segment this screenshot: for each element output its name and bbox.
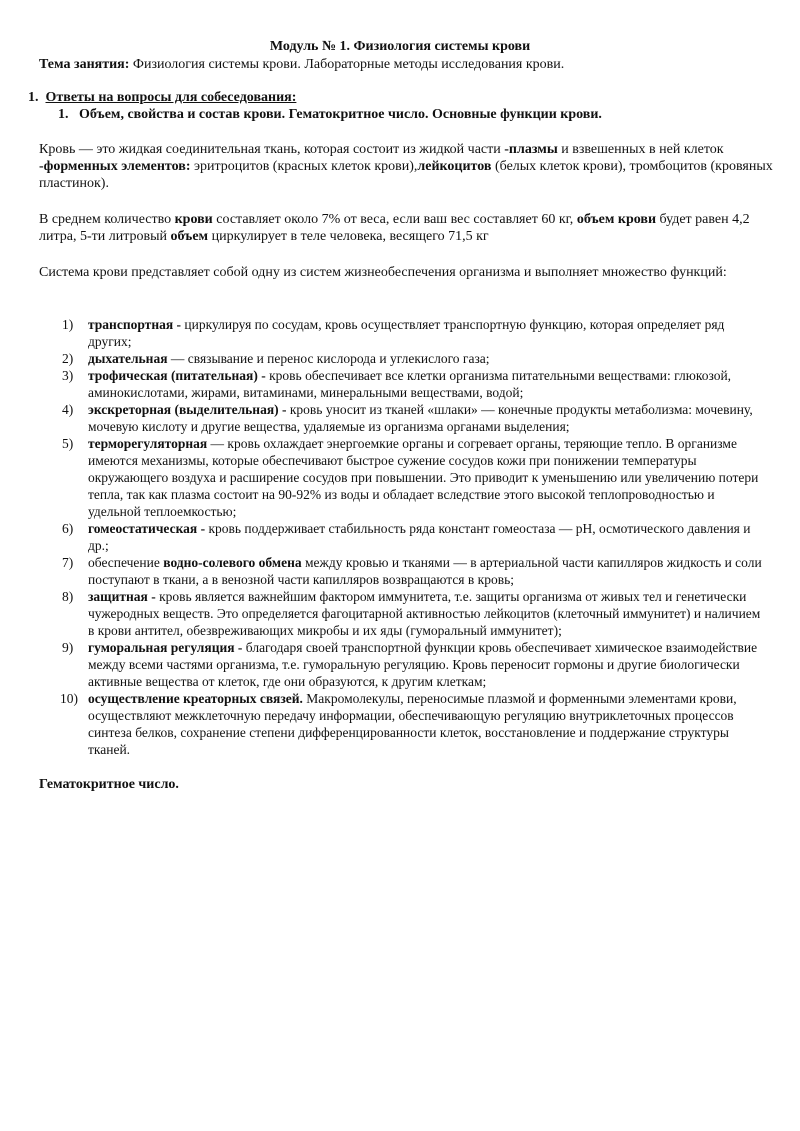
- paragraph-bold: объем: [170, 229, 209, 244]
- paragraph-bold: объем крови: [576, 212, 657, 227]
- paragraph-text: составляет около 7% от веса, если ваш вес составляет 60 кг,: [212, 212, 577, 227]
- list-item: [62, 588, 768, 639]
- list-item: [62, 367, 768, 401]
- paragraph-text: (белых клеток крови), тромбоцитов (кровяных пластинок).: [39, 159, 773, 191]
- list-item-term: транспортная -: [88, 317, 182, 332]
- list-item-term: дыхательная: [88, 351, 168, 366]
- paragraph-bold: -плазмы: [504, 142, 558, 157]
- paragraph-bold: крови: [174, 212, 213, 227]
- lesson-topic-text: Физиология системы крови. Лабораторные методы исследования крови.: [129, 57, 565, 72]
- list-item: [62, 435, 768, 520]
- list-item-number: 4): [62, 402, 74, 417]
- paragraph-text: В среднем количество: [39, 212, 175, 227]
- list-item: [62, 520, 768, 554]
- list-item-term: водно-солевого обмена: [163, 555, 302, 570]
- section-heading: [28, 89, 778, 106]
- list-item-number: 9): [62, 640, 74, 655]
- list-item-number: 7): [62, 555, 74, 570]
- hematocrit-heading: Гематокритное число.: [39, 777, 179, 792]
- paragraph-blood-volume: [39, 211, 774, 245]
- paragraph-text: и взвешенных в ней клеток: [557, 142, 724, 157]
- list-item-number: 2): [62, 351, 74, 366]
- document-title: Модуль № 1. Физиология системы крови: [269, 39, 531, 54]
- paragraph-text: циркулирует в теле человека, весящего 71,5 кг: [208, 229, 489, 244]
- list-item-term: осуществление креаторных связей.: [88, 691, 303, 706]
- subsection-title: Объем, свойства и состав крови. Гематокритное число. Основные функции крови.: [79, 107, 602, 122]
- functions-list: [0, 316, 800, 758]
- list-item: [62, 639, 768, 690]
- lesson-topic: [39, 56, 779, 74]
- list-item-text: кровь обеспечивает все клетки организма питательными веществами: глюкозой, аминокислотами, жирами, витаминами, минеральными веществами, водой;: [88, 368, 732, 400]
- list-item: [62, 554, 768, 588]
- list-item-term: гуморальная регуляция -: [88, 640, 243, 655]
- list-item-number: 3): [62, 368, 74, 383]
- list-item-term: защитная -: [88, 589, 156, 604]
- list-item-number: 10): [60, 691, 78, 706]
- subsection-number: 1.: [58, 107, 69, 122]
- paragraph-blood-system: Система крови представляет собой одну из систем жизнеобеспечения организма и выполняет множество функций:: [39, 265, 727, 280]
- list-item-text: кровь уносит из тканей «шлаки» — конечные продукты метаболизма: мочевину, мочевую кислоту и другие вещества, удаляемые из организма органами выделения;: [88, 402, 753, 434]
- list-item: [62, 316, 768, 350]
- list-item-number: 5): [62, 436, 74, 451]
- list-item-term: терморегуляторная: [88, 436, 208, 451]
- list-item-text: благодаря своей транспортной функции кровь обеспечивает химическое взаимодействие между всеми частями организма, т.е. гуморальную регуляцию. Кровь переносит гормоны и другие биологически активные вещества от клеток, где они образуются, к другим клеткам;: [88, 640, 758, 689]
- list-item-text: циркулируя по сосудам, кровь осуществляет транспортную функцию, которая определяет ряд других;: [88, 317, 725, 349]
- list-item-text: — кровь охлаждает энергоемкие органы и согревает органы, теряющие тепло. В организме имеются механизмы, которые обеспечивают быстрое сужение сосудов кожи при понижении температуры окружающего воздуха и расширение сосудов при повышении. Это приводит к уменьшению или увеличению потери тепла, так как плазма состоит на 90-92% из воды и обладает вследствие этого высокой теплопроводностью и удельной теплоемкостью;: [88, 436, 759, 519]
- list-item-prefix: обеспечение: [88, 555, 164, 570]
- paragraph-bold: лейкоцитов: [417, 159, 492, 174]
- list-item-number: 8): [62, 589, 74, 604]
- paragraph-bold: -форменных элементов:: [39, 159, 191, 174]
- paragraph-text: эритроцитов (красных клеток крови),: [190, 159, 418, 174]
- list-item-text: Макромолекулы, переносимые плазмой и форменными элементами крови, осуществляют межклеточную передачу информации, обеспечивающую регуляцию внутриклеточных процессов синтеза белков, сохранение степени дифференцированности клеток, восстановление и поддержание структуры тканей.: [88, 691, 737, 757]
- list-item-text: кровь поддерживает стабильность ряда констант гомеостаза — pH, осмотического давления и др.;: [88, 521, 751, 553]
- list-item: [60, 690, 768, 758]
- paragraph-text: будет равен 4,2 литра, 5-ти литровый: [39, 212, 750, 244]
- list-item-text: кровь является важнейшим фактором иммунитета, т.е. защиты организма от живых тел и генетически чужеродных веществ. Это определяется фагоцитарной активностью лейкоцитов (клеточный иммунитет) и наличием в крови антител, обезвреживающих микробы и их яды (гуморальный иммунитет);: [88, 589, 761, 638]
- list-item-number: 6): [62, 521, 74, 536]
- list-item-number: 1): [62, 317, 74, 332]
- lesson-topic-label: Тема занятия:: [39, 57, 130, 72]
- list-item-term: трофическая (питательная) -: [88, 368, 266, 383]
- list-item: [62, 350, 768, 367]
- list-item-term: экскреторная (выделительная) -: [88, 402, 287, 417]
- section-number: 1.: [28, 90, 39, 105]
- paragraph-text: Кровь — это жидкая соединительная ткань, которая состоит из жидкой части: [39, 142, 505, 157]
- paragraph-blood-definition: [39, 141, 774, 192]
- list-item: [62, 401, 768, 435]
- section-title: Ответы на вопросы для собеседования:: [45, 90, 297, 105]
- list-item-text: между кровью и тканями — в артериальной части капилляров жидкость и соли поступают в ткани, а в венозной части капилляров возвращаются в кровь;: [88, 555, 762, 587]
- list-item-term: гомеостатическая -: [88, 521, 206, 536]
- subsection-heading: [58, 106, 778, 123]
- list-item-text: — связывание и перенос кислорода и углекислого газа;: [167, 351, 490, 366]
